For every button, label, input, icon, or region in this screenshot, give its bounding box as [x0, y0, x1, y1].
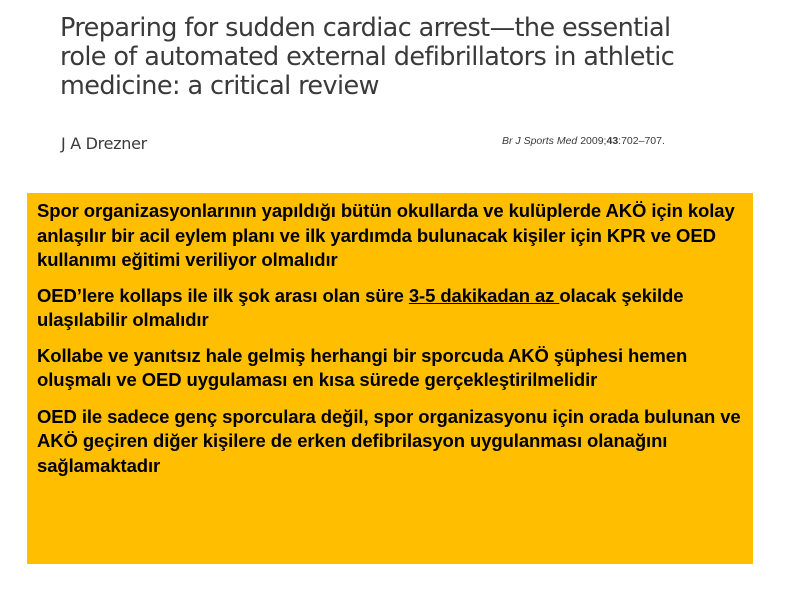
summary-point-3: Kollabe ve yanıtsız hale gelmiş herhangi bir sporcuda AKÖ şüphesi hemen oluşmalı ve OED uygulaması en kısa sürede gerçekleştirilmelidir: [37, 344, 688, 390]
citation-volume: 43: [606, 135, 619, 147]
paper-title: Preparing for sudden cardiac arrest—the essential role of automated external defibrillators in athletic medicine: a critical review: [60, 13, 675, 101]
author-name: J A Drezner: [61, 134, 147, 153]
summary-point-2-text-end: olacak şekilde ulaşılabilir olmalıdır: [37, 284, 684, 330]
citation-pages: :702–707.: [618, 135, 665, 147]
summary-point-4: OED ile sadece genç sporculara değil, spor organizasyonu için orada bulunan ve AKÖ geçiren diğer kişilere de erken defibrilasyon uygulanması olanağını sağlamaktadır: [37, 405, 741, 476]
journal-citation: [502, 135, 665, 147]
summary-point-2: [37, 284, 745, 333]
summary-box: [27, 193, 753, 564]
summary-point-2-text-start: OED’lere kollaps ile ilk şok arası olan süre: [37, 284, 409, 306]
summary-point-2-highlight: 3-5 dakikadan az: [408, 284, 560, 306]
citation-journal: Br J Sports Med: [502, 135, 578, 147]
summary-point-1: Spor organizasyonlarının yapıldığı bütün okullarda ve kulüplerde AKÖ için kolay anlaşılır bir acil eylem planı ve ilk yardımda bulunacak kişiler için KPR ve OED kullanımı eğitimi veriliyor olmalıdır: [37, 200, 735, 270]
citation-year: 2009;: [580, 135, 607, 147]
